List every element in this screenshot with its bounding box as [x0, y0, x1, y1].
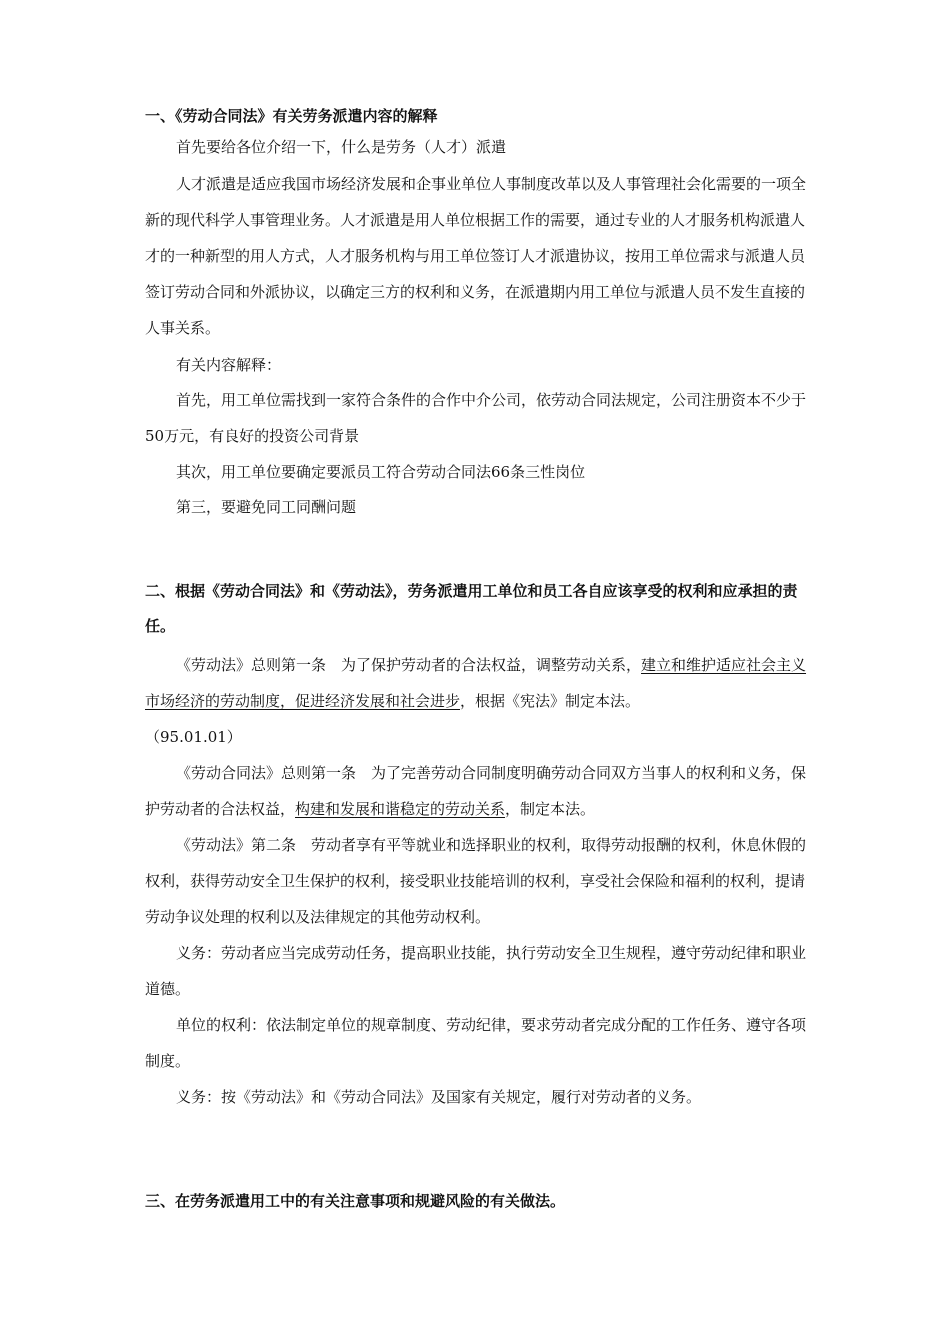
section1-intro: 首先要给各位介绍一下，什么是劳务（人才）派遣: [176, 138, 507, 156]
labor-law-article1: [145, 647, 815, 719]
employer-obligations: 义务：按《劳动法》和《劳动合同法》及国家有关规定，履行对劳动者的义务。: [176, 1088, 702, 1106]
section1-heading: 一、《劳动合同法》有关劳务派遣内容的解释: [145, 107, 438, 125]
section3-heading: 三、在劳务派遣用工中的有关注意事项和规避风险的有关做法。: [145, 1192, 566, 1210]
labor-law-date: （95.01.01）: [145, 728, 242, 746]
labor-law-article1-end: ，根据《宪法》制定本法。: [460, 692, 641, 710]
contract-law-article1-underlined: 构建和发展和谐稳定的劳动关系: [295, 800, 506, 818]
section1-first: 首先，用工单位需找到一家符合条件的合作中介公司，依劳动合同法规定，公司注册资本不少于50万元，有良好的投资公司背景: [145, 391, 807, 445]
section1-second: 其次，用工单位要确定要派员工符合劳动合同法66条三性岗位: [176, 463, 586, 481]
section1-explain-label: 有关内容解释：: [176, 356, 282, 374]
worker-obligations: 义务：劳动者应当完成劳动任务，提高职业技能，执行劳动安全卫生规程，遵守劳动纪律和职业道德。: [145, 944, 807, 998]
employer-rights: 单位的权利：依法制定单位的规章制度、劳动纪律，要求劳动者完成分配的工作任务、遵守各项制度。: [145, 1016, 807, 1070]
contract-law-article1-text: 《劳动合同法》总则第一条 为了完善劳动合同制度明确劳动合同双方当事人的权利和义务，保护劳动者的合法权益，: [145, 764, 807, 818]
section2-heading: 二、根据《劳动合同法》和《劳动法》，劳务派遣用工单位和员工各自应该享受的权利和应承担的责任。: [145, 582, 798, 635]
section1-definition: 人才派遣是适应我国市场经济发展和企事业单位人事制度改革以及人事管理社会化需要的一项全新的现代科学人事管理业务。人才派遣是用人单位根据工作的需要，通过专业的人才服务机构派遣人才的一种新型的用人方式，人才服务机构与用工单位签订人才派遣协议，按用工单位需求与派遣人员签订劳动合同和外派协议，以确定三方的权利和义务，在派遣期内用工单位与派遣人员不发生直接的人事关系。: [145, 175, 807, 337]
labor-law-article1-text: 《劳动法》总则第一条 为了保护劳动者的合法权益，调整劳动关系，: [176, 656, 642, 674]
section1-third: 第三，要避免同工同酬问题: [176, 498, 357, 516]
labor-law-article2: 《劳动法》第二条 劳动者享有平等就业和选择职业的权利，取得劳动报酬的权利，休息休假的权利，获得劳动安全卫生保护的权利，接受职业技能培训的权利，享受社会保险和福利的权利，提请劳动争议处理的权利以及法律规定的其他劳动权利。: [145, 836, 807, 926]
labor-law-article1-underlined: 建立和维护适应社会主义市场经济的劳动制度，促进经济发展和社会进步: [145, 656, 807, 710]
contract-law-article1-end: ，制定本法。: [505, 800, 596, 818]
contract-law-article1: [145, 755, 815, 827]
